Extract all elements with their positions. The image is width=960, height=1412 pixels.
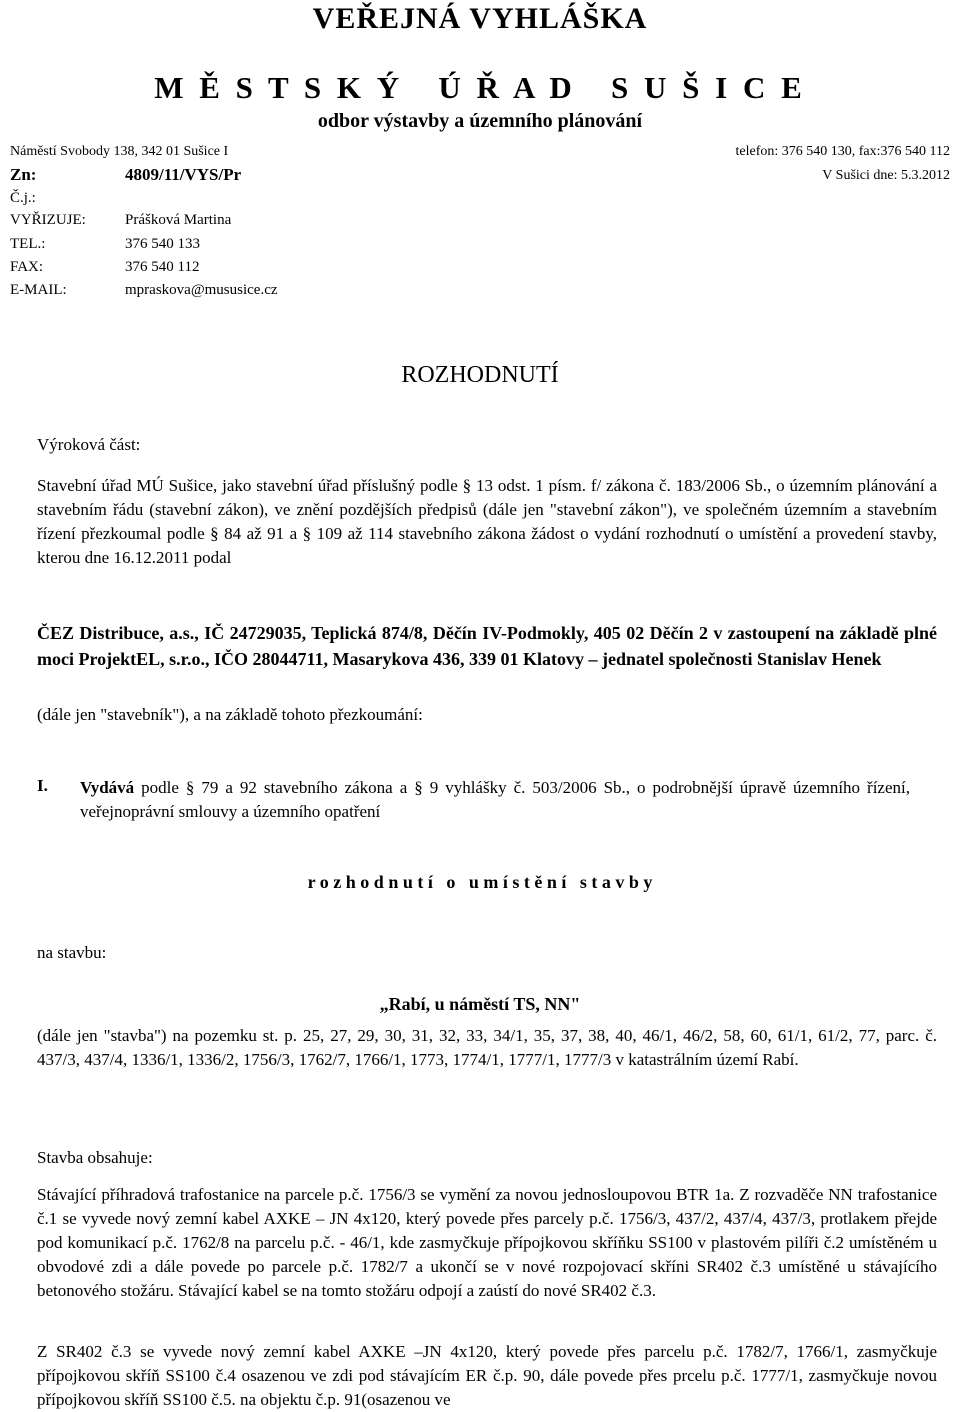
tel-value: 376 540 133 <box>125 236 200 252</box>
document-title: VEŘEJNÁ VYHLÁŠKA <box>312 2 648 35</box>
tel-label: TEL.: <box>10 236 46 252</box>
department-name: odbor výstavby a územního plánování <box>317 110 643 132</box>
contents-heading: Stavba obsahuje: <box>37 1148 153 1167</box>
fax-label: FAX: <box>10 259 44 275</box>
fax-value: 376 540 112 <box>125 259 200 275</box>
applicant-block: ČEZ Distribuce, a.s., IČ 24729035, Teplická 874/8, Děčín IV-Podmokly, 405 02 Děčín 2 v zastoupení na základě plné moci ProjektEL, s.r.o., IČO 28044711, Masarykova 436, 339 01 Klatovy – jednatel společnosti Stanislav Henek <box>37 623 937 669</box>
for-building-label: na stavbu: <box>37 943 107 962</box>
email-value: mpraskova@mususice.cz <box>125 282 278 298</box>
zn-label: Zn: <box>10 165 37 184</box>
item-number: I. <box>37 776 48 795</box>
decision-title: r o z h o d n u t í o u m í s t ě n í s t a v b y <box>307 872 653 892</box>
item-text: podle § 79 a 92 stavebního zákona a § 9 vyhlášky č. 503/2006 Sb., o podrobnější úpravě územního řízení, veřejnoprávní smlouvy a územního opatření <box>80 778 910 821</box>
office-phone-fax: telefon: 376 540 130, fax:376 540 112 <box>735 144 950 159</box>
vyrizuje-label: VYŘIZUJE: <box>10 212 86 228</box>
office-name: M Ě S T S K Ý Ú Ř A D S U Š I C E <box>154 70 806 105</box>
office-address: Náměstí Svobody 138, 342 01 Sušice I <box>10 144 229 159</box>
vyrizuje-value: Prášková Martina <box>125 212 232 228</box>
contents-paragraph-1: Stávající příhradová trafostanice na parcele p.č. 1756/3 se vymění za novou jednosloupovou BTR 1a. Z rozvaděče NN trafostanice č.1 se vyvede nový zemní kabel AXKE – JN 4x120, který povede přes parcely p.č. 1756/3, 437/2, 437/4, 437/3, protlakem přejde pod komunikací p.č. 1762/8 na parcelu p.č. - 46/1, kde zasmyčkuje přípojkovou skříňku SS100 v plastovém pilíři č.2 umístěném u obvodové zdi a dále povede po parcele p.č. 1782/7 a ukončí se v nové rozpojovací skříni SR402 č.3 umístěné u stávajícího betonového stožáru. Stávající kabel se na tomto stožáru odpojí a zaústí do nové SR402 č.3. <box>37 1185 937 1300</box>
item-paragraph <box>80 776 910 824</box>
contents-paragraph-2: Z SR402 č.3 se vyvede nový zemní kabel AXKE –JN 4x120, který povede přes parcelu p.č. 1782/7, 1766/1, zasmyčkuje přípojkovou skříň SS100 č.4 osazenou ve zdi pod stávajícím ER č.p. 90, dále povede přes prcelu p.č. 1777/1, zasmyčkuje novou přípojkovou skříň SS100 č.5. na objektu č.p. 91(osazenou ve <box>37 1342 937 1409</box>
cj-label: Č.j.: <box>10 190 36 206</box>
zn-value: 4809/11/VYS/Pr <box>125 165 242 184</box>
intro-paragraph: Stavební úřad MÚ Sušice, jako stavební úřad příslušný podle § 13 odst. 1 písm. f/ zákona č. 183/2006 Sb., o územním plánování a stavebním řádu (stavební zákon), ve znění pozdějších předpisů (dále jen "stavební zákon"), ve společném územním a stavebním řízení přezkoumal podle § 84 až 91 a § 109 až 114 stavebního zákona žádost o vydání rozhodnutí o umístění a provedení stavby, kterou dne 16.12.2011 podal <box>37 476 937 567</box>
applicant-suffix: (dále jen "stavebník"), a na základě tohoto přezkoumání: <box>37 705 423 724</box>
verdict-heading: Výroková část: <box>37 435 141 454</box>
item-verb: Vydává <box>80 778 135 797</box>
building-name: „Rabí, u náměstí TS, NN" <box>379 994 581 1014</box>
issue-date: V Sušici dne: 5.3.2012 <box>822 168 950 183</box>
email-label: E-MAIL: <box>10 282 67 298</box>
decision-heading: ROZHODNUTÍ <box>401 362 559 388</box>
parcels-paragraph: (dále jen "stavba") na pozemku st. p. 25, 27, 29, 30, 31, 32, 33, 34/1, 35, 37, 38, 40, 46/1, 46/2, 58, 60, 61/1, 61/2, 77, parc. č. 437/3, 437/4, 1336/1, 1336/2, 1756/3, 1762/7, 1766/1, 1773, 1774/1, 1777/1, 1777/3 v katastrálním území Rabí. <box>37 1026 937 1069</box>
